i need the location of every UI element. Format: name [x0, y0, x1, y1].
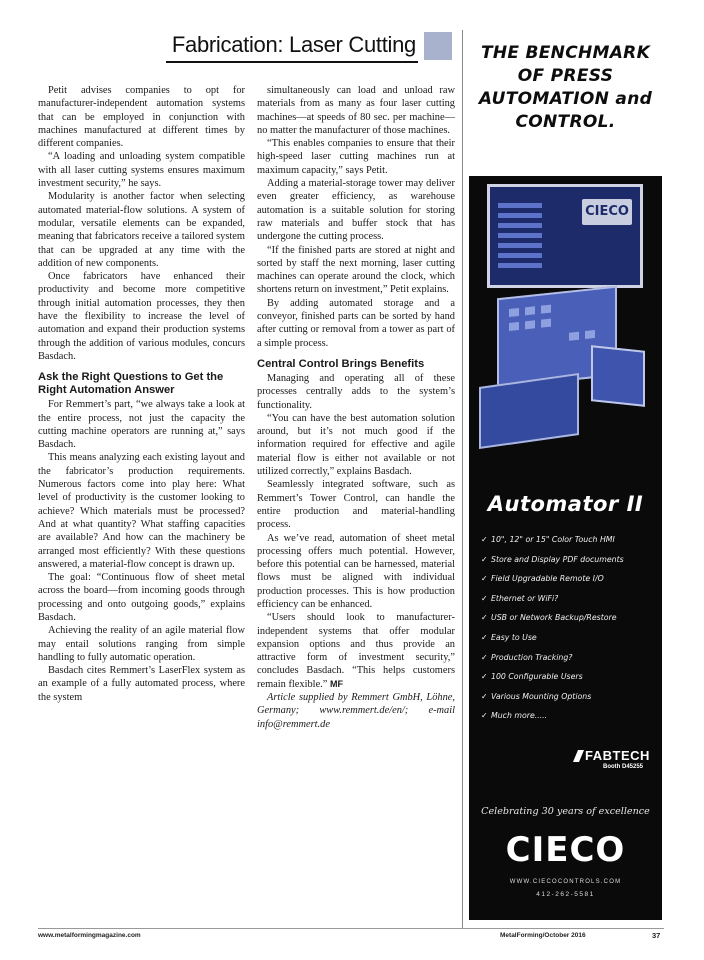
header-color-block	[424, 32, 452, 60]
paragraph	[38, 84, 245, 150]
paragraph-text: As we’ve read, automation of sheet metal processing offers much potential. However, before this potential can be harnessed, material flows must be aligned with individual production processes. This is how production efficiency can be enhanced.	[257, 532, 455, 610]
paragraph	[257, 177, 455, 243]
check-icon: ✓	[481, 554, 488, 564]
check-icon: ✓	[481, 535, 488, 544]
paragraph	[257, 478, 455, 531]
ad-headline: THE BENCHMARK OF PRESS AUTOMATION and CONTROL.	[478, 43, 653, 132]
article-column-1	[38, 84, 245, 704]
paragraph	[257, 532, 455, 612]
fabtech-logo: FABTECH	[585, 748, 650, 763]
fabtech-badge	[573, 748, 659, 778]
fabtech-booth: Booth D45255	[603, 764, 644, 770]
paragraph-text: By adding automated storage and a conveyor, finished parts can be sorted by hand after cutting or removal from a tower as part of a simple process.	[257, 297, 455, 349]
article-column-2	[257, 84, 455, 731]
check-icon: ✓	[481, 672, 488, 682]
feature-item	[481, 628, 656, 648]
console-key	[541, 319, 551, 328]
hmi-screen	[487, 184, 643, 288]
feature-text: USB or Network Backup/Restore	[491, 613, 617, 623]
feature-item	[481, 648, 656, 668]
feature-item	[481, 667, 656, 687]
paragraph-text: Seamlessly integrated software, such as Remmert’s Tower Control, can handle the entire production and material-handling process.	[257, 479, 455, 531]
console-key	[525, 320, 535, 329]
feature-item	[481, 608, 656, 628]
check-icon: ✓	[481, 632, 488, 642]
feature-item	[481, 687, 656, 707]
check-icon: ✓	[481, 593, 488, 603]
screen-row	[498, 263, 542, 268]
paragraph	[38, 150, 245, 190]
feature-item	[481, 550, 656, 570]
footer-issue: MetalForming/October 2016	[500, 932, 586, 939]
console-key	[541, 305, 551, 314]
feature-item	[481, 530, 656, 550]
paragraph-text: This means analyzing each existing layout and the fabricator’s production requirements. Numerous factors come into play here: What level of productivity is the customer looking to achieve? Which materials must be processed? And at what quantity? What staffing capacities are available? And how can the machinery be arranged most efficiently? With these questions answered, a material-flow concept is drawn up.	[38, 452, 245, 570]
check-icon: ✓	[481, 652, 488, 662]
check-icon: ✓	[481, 613, 488, 623]
paragraph	[38, 190, 245, 270]
paragraph-text: simultaneously can load and unload raw materials from as many as four laser cutting machines—at speeds of 80 sec. per machine—no matter the manufacturer of those machines.	[257, 85, 455, 136]
screen-row	[498, 223, 542, 228]
paragraph-text: Basdach cites Remmert’s LaserFlex system as an example of a fully automated process, where the system	[38, 665, 245, 703]
paragraph-text: “You can have the best automation solution around, but it’s not much good if the information required for effective and agile material flow is either not available or not utilized correctly,” explains Basdach.	[257, 412, 455, 478]
paragraph-text: “Users should look to manufacturer-independent systems that offer modular expansion options and thus provide an attractive form of investment security,” concludes Basdach. “This helps customers remain flexible.”	[257, 612, 455, 690]
screen-row	[498, 203, 542, 208]
paragraph	[257, 412, 455, 478]
ad-product-name: Automator II	[487, 492, 644, 516]
paragraph	[38, 571, 245, 624]
console-key	[585, 330, 595, 339]
advertisement	[469, 30, 662, 920]
section-heading: Central Control Brings Benefits	[257, 357, 425, 370]
screen-logo: CIECO	[582, 199, 632, 225]
feature-item	[481, 569, 656, 589]
feature-text: Store and Display PDF documents	[491, 554, 624, 564]
feature-text: Production Tracking?	[491, 652, 573, 662]
footer-rule	[38, 928, 664, 929]
paragraph-text: Achieving the reality of an agile material flow may entail solutions ranging from simple handling to fully automatic operation.	[38, 625, 245, 663]
paragraph-text: Modularity is another factor when selecting automated material-flow solutions. A system of modular, versatile elements can be expanded, meaning that fabricators receive a tailored system that can be upgraded at any time with the addition of new components.	[38, 191, 245, 269]
column-divider	[462, 30, 463, 928]
feature-text: 100 Configurable Users	[491, 672, 583, 682]
paragraph-text: Article supplied by Remmert GmbH, Löhne, Germany; www.remmert.de/en/; e-mail info@remmert.de	[257, 692, 455, 730]
console-key	[509, 322, 519, 331]
check-icon: ✓	[481, 711, 488, 721]
ad-phone: 412-262-5581	[536, 891, 595, 898]
paragraph-text: “A loading and unloading system compatible with all laser cutting systems ensures maximum investment security,” he says.	[38, 151, 245, 190]
page-header	[166, 30, 452, 62]
paragraph-text: The goal: “Continuous flow of sheet metal across the board—from incoming goods through processing and onto outgoing goods,” explains Basdach.	[38, 572, 245, 623]
screen-row	[498, 213, 542, 218]
feature-item	[481, 589, 656, 609]
screen-row	[498, 233, 542, 238]
feature-text: 10", 12" or 15" Color Touch HMI	[491, 535, 615, 544]
screen-row	[498, 243, 542, 248]
feature-text: Easy to Use	[491, 632, 537, 642]
ad-tagline: Celebrating 30 years of excellence	[481, 806, 650, 817]
paragraph	[257, 297, 455, 350]
paragraph	[257, 244, 455, 297]
check-icon: ✓	[481, 691, 488, 701]
section-heading: Ask the Right Questions to Get the Right Automation Answer	[38, 371, 224, 397]
feature-text: Ethernet or WiFi?	[491, 593, 559, 603]
fabtech-icon	[573, 750, 584, 762]
feature-text: Field Upgradable Remote I/O	[491, 574, 604, 584]
company-logo: CIECO	[505, 830, 626, 870]
paragraph	[38, 664, 245, 704]
header-rule	[166, 61, 418, 63]
paragraph-text: “This enables companies to ensure that their high-speed laser cutting machines run at maximum capacity,” says Petit.	[257, 138, 455, 176]
feature-text: Various Mounting Options	[491, 691, 592, 701]
paragraph-text: “If the finished parts are stored at night and sorted by staff the next morning, laser cutting machines can operate around the clock, which shortens return on investment,” Petit explains.	[257, 244, 455, 296]
screen-row	[498, 253, 542, 258]
ad-feature-list	[481, 530, 656, 726]
paragraph	[257, 372, 455, 412]
console-key	[569, 332, 579, 341]
paragraph	[38, 398, 245, 451]
paragraph	[38, 451, 245, 571]
ad-headline-panel	[469, 30, 662, 176]
paragraph	[38, 270, 245, 363]
page-number: 37	[652, 931, 661, 940]
paragraph	[257, 137, 455, 177]
feature-text: Much more.....	[491, 711, 548, 721]
feature-item	[481, 706, 656, 726]
check-icon: ✓	[481, 574, 488, 584]
console-key	[525, 306, 535, 315]
paragraph	[38, 624, 245, 664]
article-credit	[257, 691, 455, 731]
ad-url: WWW.CIECOCONTROLS.COM	[509, 879, 622, 885]
paragraph	[257, 84, 455, 137]
footer-website: www.metalformingmagazine.com	[38, 932, 141, 939]
paragraph-text: For Remmert’s part, “we always take a look at the entire process, not just the capacity the cutting machine operators are running at,” says Basdach.	[38, 399, 245, 451]
end-mark: MF	[330, 678, 343, 689]
paragraph-text: Adding a material-storage tower may deliver even greater efficiency, as warehouse automation is a suitable solution for storing raw materials and buffer stock that has undergone the cutting process.	[257, 178, 455, 243]
console-key	[509, 308, 519, 317]
side-panel	[591, 345, 645, 407]
section-title: Fabrication: Laser Cutting	[171, 32, 416, 57]
paragraph-text: Petit advises companies to opt for manufacturer-independent automation systems that can be employed in conjunction with machines manufactured at different times by different companies.	[38, 85, 245, 150]
product-photo	[479, 180, 652, 470]
paragraph-text: Managing and operating all of these processes centrally adds to the system’s functionality.	[257, 372, 455, 411]
paragraph-text: Once fabricators have enhanced their productivity and become more competitive through initial automation processes, they then have the flexibility to increase the level of automation and expand their production systems through the addition of various modules, concurs Basdach.	[38, 271, 245, 362]
paragraph	[257, 611, 455, 691]
base-panel	[479, 373, 579, 449]
